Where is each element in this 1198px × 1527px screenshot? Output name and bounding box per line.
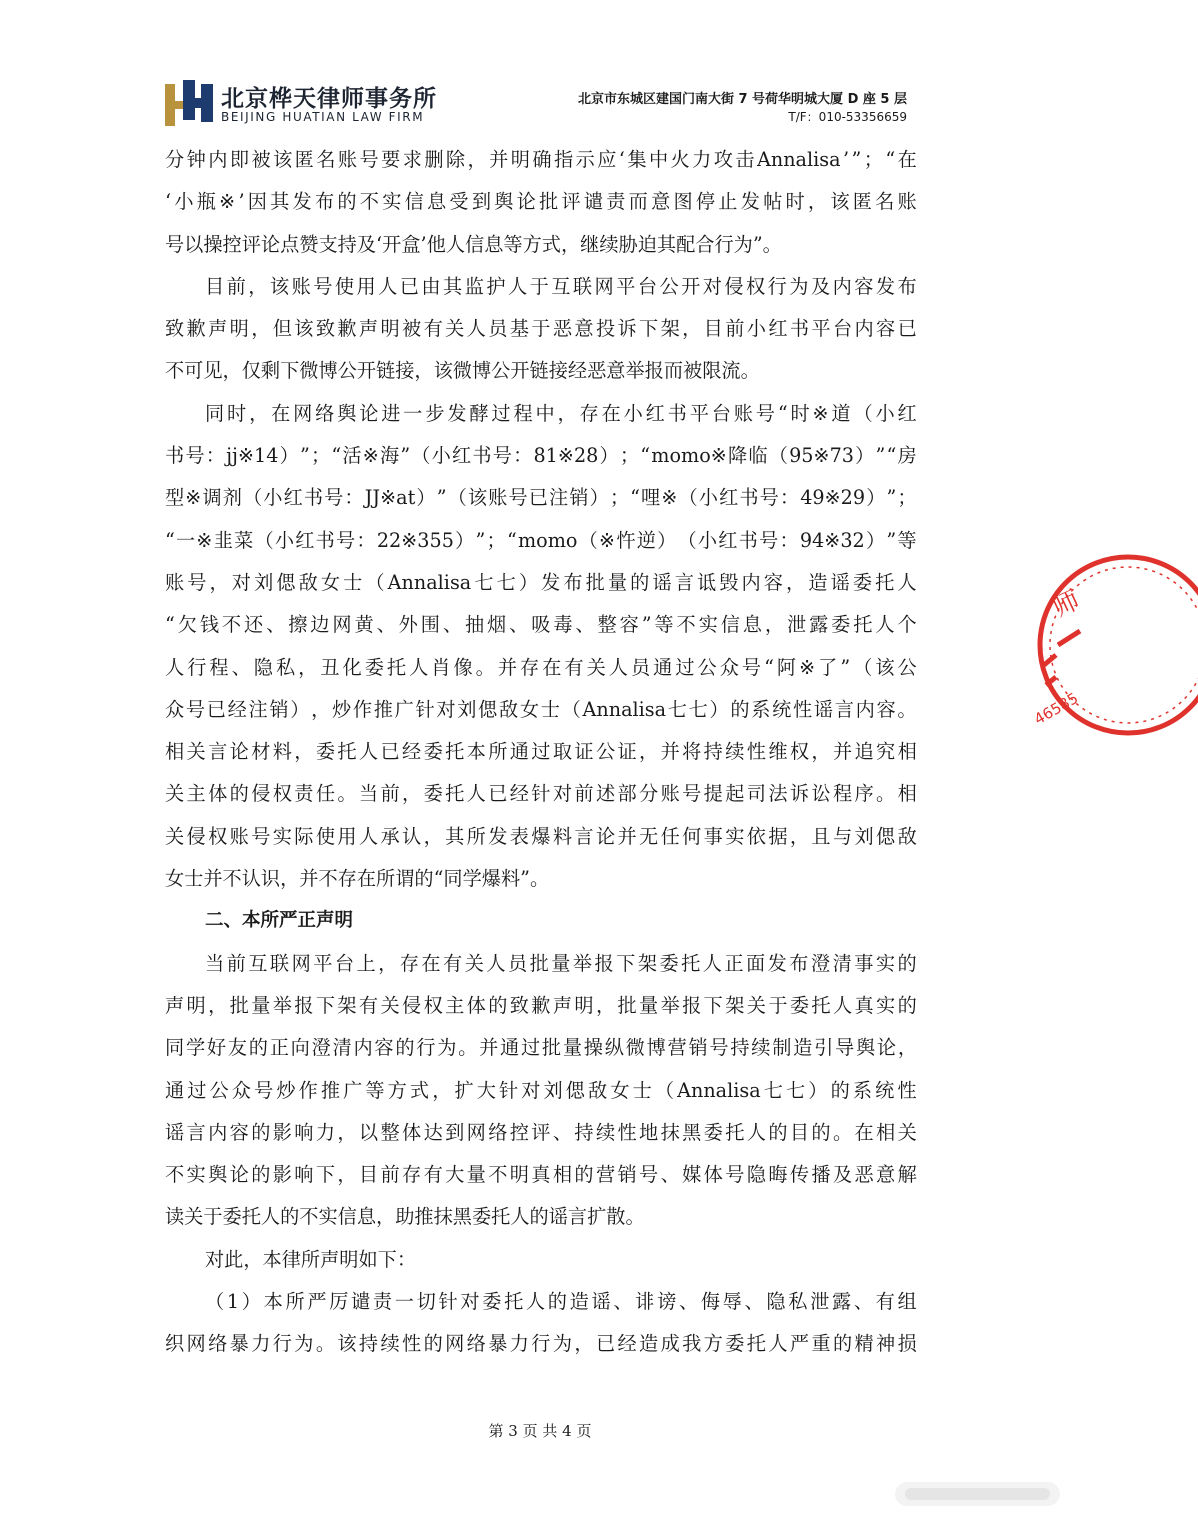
body-line: 谣 言 内 容 的 影 响 力 ， 以 整 体 达 到 网 络 控 评 、 持 续 性 地 抹 黑 委 托 人 的 目 的 。 在 相 关 [165, 1120, 917, 1144]
stamp-digits: 46585 [1031, 689, 1082, 729]
body-line: 型 ※ 调 剂 （ 小 红 书 号 ： JJ※at ） ” （ 该 账 号 已 注 销 ） ； “ 哩 ※ （ 小 红 书 号 ： 49※29 ） ” ； [165, 486, 917, 510]
firm-address: 北京市东城区建国门南大街 7 号荷华明城大厦 D 座 5 层 [577, 92, 907, 107]
body-line: 同 时 ， 在 网 络 舆 论 进 一 步 发 酵 过 程 中 ， 存 在 小 红 书 平 台 账 号 “ 时 ※ 道 （ 小 红 [205, 401, 917, 425]
body-line: “ 一 ※ 韭 菜 （ 小 红 书 号 ： 22※355 ） ” ； “ momo （ ※ 忤 逆 ） （ 小 红 书 号 ： 94※32 ） ” 等 [165, 528, 917, 552]
body-line: （ 1 ） 本 所 严 厉 谴 责 一 切 针 对 委 托 人 的 造 谣 、 诽 谤 、 侮 辱 、 隐 私 泄 露 、 有 组 [205, 1290, 917, 1314]
body-line: 当 前 互 联 网 平 台 上 ， 存 在 有 关 人 员 批 量 举 报 下 架 委 托 人 正 面 发 布 澄 清 事 实 的 [205, 951, 917, 975]
body-line: 声 明 ， 批 量 举 报 下 架 有 关 侵 权 主 体 的 致 歉 声 明 ， 批 量 举 报 下 架 关 于 委 托 人 真 实 的 [165, 993, 917, 1017]
firm-name-en: BEIJING HUATIAN LAW FIRM [221, 110, 425, 124]
body-line: 相 关 言 论 材 料 ， 委 托 人 已 经 委 托 本 所 通 过 取 证 公 证 ， 并 将 持 续 性 维 权 ， 并 追 究 相 [165, 740, 917, 764]
body-line: 不 实 舆 论 的 影 响 下 ， 目 前 存 有 大 量 不 明 真 相 的 营 销 号 、 媒 体 号 隐 晦 传 播 及 恶 意 解 [165, 1163, 917, 1187]
body-line: 目 前 ， 该 账 号 使 用 人 已 由 其 监 护 人 于 互 联 网 平 台 公 开 对 侵 权 行 为 及 内 容 发 布 [205, 274, 917, 298]
body-line: 书 号 ： jj※14 ） ” ； “ 活 ※ 海 ” （ 小 红 书 号 ： 81※28 ） ； “ momo※ 降 临 （ 95※73 ） ” “ 房 [165, 444, 917, 468]
body-line: 通 过 公 众 号 炒 作 推 广 等 方 式 ， 扩 大 针 对 刘 偲 敌 女 士 （ Annalisa 七 七 ） 的 系 统 性 [165, 1078, 917, 1102]
body-line: ‘ 小 瓶 ※ ’ 因 其 发 布 的 不 实 信 息 受 到 舆 论 批 评 谴 责 而 意 图 停 止 发 帖 时 ， 该 匿 名 账 [165, 190, 917, 214]
body-line: 对此，本律所声明如下： [205, 1247, 417, 1271]
body-line: 号以操控评论点赞支持及‘开盒’他人信息等方式，继续胁迫其配合行为”。 [165, 232, 782, 256]
body-line: 不可见，仅剩下微博公开链接，该微博公开链接经恶意举报而被限流。 [165, 359, 760, 383]
body-line: 账 号 ， 对 刘 偲 敌 女 士 （ Annalisa 七 七 ） 发 布 批 量 的 谣 言 诋 毁 内 容 ， 造 谣 委 托 人 [165, 570, 917, 594]
body-line: 织 网 络 暴 力 行 为 。 该 持 续 性 的 网 络 暴 力 行 为 ， 已 经 造 成 我 方 委 托 人 严 重 的 精 神 损 [165, 1332, 917, 1356]
section-heading: 二、本所严正声明 [205, 910, 354, 932]
body-line: 女士并不认识，并不存在所谓的“同学爆料”。 [165, 867, 550, 891]
body-line: 关 主 体 的 侵 权 责 任 。 当 前 ， 委 托 人 已 经 针 对 前 述 部 分 账 号 提 起 司 法 诉 讼 程 序 。 相 [165, 782, 917, 806]
body-line: 人 行 程 、 隐 私 ， 丑 化 委 托 人 肖 像 。 并 存 在 有 关 人 员 通 过 公 众 号 “ 阿 ※ 了 ” （ 该 公 [165, 655, 917, 679]
body-line: “ 欠 钱 不 还 、 擦 边 网 黄 、 外 围 、 抽 烟 、 吸 毒 、 整 容 ” 等 不 实 信 息 ， 泄 露 委 托 人 个 [165, 613, 917, 637]
page-number: 第 3 页 共 4 页 [488, 1422, 592, 1440]
source-watermark [895, 1478, 1060, 1510]
body-line: 同 学 好 友 的 正 向 澄 清 内 容 的 行 为 。 并 通 过 批 量 操 纵 微 博 营 销 号 持 续 制 造 引 导 舆 论 ， [165, 1036, 917, 1060]
body-line: 众 号 已 经 注 销 ） ， 炒 作 推 广 针 对 刘 偲 敌 女 士 （ Annalisa 七 七 ） 的 系 统 性 谣 言 内 容 。 [165, 697, 917, 721]
law-firm-seal-stamp [1028, 545, 1198, 745]
firm-name-cn: 北京桦天律师事务所 [221, 86, 437, 112]
body-line: 关 侵 权 账 号 实 际 使 用 人 承 认 ， 其 所 发 表 爆 料 言 论 并 无 任 何 事 实 依 据 ， 且 与 刘 偲 敌 [165, 824, 917, 848]
body-line: 致 歉 声 明 ， 但 该 致 歉 声 明 被 有 关 人 员 基 于 恶 意 投 诉 下 架 ， 目 前 小 红 书 平 台 内 容 已 [165, 317, 917, 341]
firm-contact: T/F：010-53356659 [788, 110, 907, 124]
stamp-glyph: 师 [1048, 585, 1085, 624]
body-line: 读关于委托人的不实信息，助推抹黑委托人的谣言扩散。 [165, 1205, 645, 1229]
letter-body [165, 139, 917, 1366]
body-line: 分 钟 内 即 被 该 匿 名 账 号 要 求 删 除 ， 并 明 确 指 示 应 ‘ 集 中 火 力 攻 击 Annalisa ’ ” ； “ 在 [165, 148, 917, 171]
huatian-logo-icon [165, 80, 213, 126]
